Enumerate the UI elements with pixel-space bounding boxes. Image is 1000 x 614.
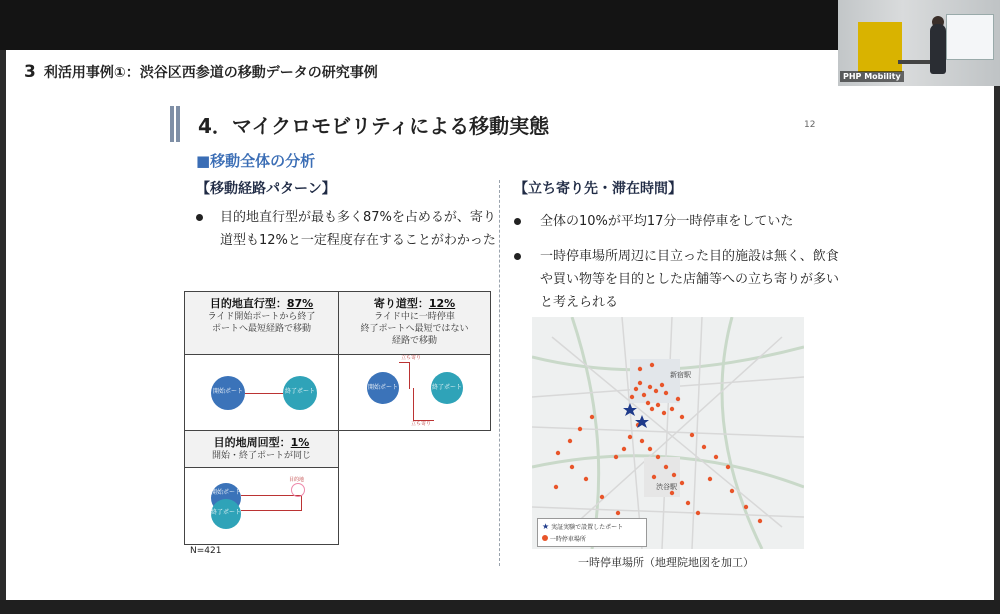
- stop-marker: [670, 407, 674, 411]
- stopover-bullet-2: [514, 245, 840, 314]
- end-port-circle: 終了ポート: [431, 372, 463, 404]
- direct-type-desc1: ライド開始ポートから終了: [207, 312, 316, 322]
- stop-marker: [646, 401, 650, 405]
- direct-type-header: [185, 292, 338, 355]
- stop-marker: [638, 381, 642, 385]
- bottom-bar: [0, 600, 1000, 614]
- stop-marker: [664, 465, 668, 469]
- detour-type-desc3: 経路で移動: [391, 336, 437, 346]
- stop-marker: [648, 385, 652, 389]
- stopover-bullet-1: [514, 210, 840, 233]
- stop-marker: [638, 367, 642, 371]
- stop-marker: [630, 395, 634, 399]
- map-caption: 一時停車場所（地理院地図を加工）: [578, 556, 754, 569]
- stop-marker: [590, 415, 594, 419]
- direct-type-pct: 87%: [286, 297, 314, 310]
- stop-marker: [568, 439, 572, 443]
- stop-marker: [660, 383, 664, 387]
- column-divider: [499, 180, 500, 566]
- stop-marker: [664, 391, 668, 395]
- section-title: 利活用事例①：渋谷区西参道の移動データの研究事例: [43, 65, 378, 81]
- detour-route-line: [399, 362, 410, 389]
- loop-type-box: [184, 430, 339, 545]
- stop-marker: [696, 511, 700, 515]
- subtitle: ■移動全体の分析: [196, 152, 316, 170]
- bullet-dot-icon: [514, 253, 521, 260]
- stop-marker: [672, 473, 676, 477]
- start-port-circle: 開始ポート: [211, 483, 241, 513]
- stop-marker: [744, 505, 748, 509]
- detour-type-desc1: ライド中に一時停車: [374, 312, 455, 322]
- stop-marker: [686, 501, 690, 505]
- shibuya-station-label: 渋谷駅: [656, 484, 677, 491]
- direct-route-line: [245, 393, 283, 394]
- stop-marker: [650, 363, 654, 367]
- direct-type-desc2: ポートへ最短経路で移動: [211, 324, 311, 334]
- stop-marker: [556, 451, 560, 455]
- speaker-figure: [930, 24, 946, 74]
- legend-stop-label: 一時停車場所: [549, 536, 586, 543]
- destination-marker-icon: [291, 483, 305, 497]
- detour-type-pct: 12%: [428, 297, 456, 310]
- map-svg: [532, 317, 804, 549]
- direct-type-title: 目的地直行型：: [209, 297, 287, 310]
- sample-size-label: N=421: [190, 546, 222, 556]
- stop-marker: [614, 455, 618, 459]
- loop-route-line: [241, 495, 302, 511]
- stop-marker: [642, 393, 646, 397]
- stop-marker: [714, 455, 718, 459]
- stop-marker: [654, 389, 658, 393]
- shinjuku-area: [630, 359, 680, 403]
- map-legend: [537, 518, 647, 547]
- stop-marker: [730, 489, 734, 493]
- bullet-dot-icon: [514, 218, 521, 225]
- stop-label-2: 立ち寄り: [411, 421, 432, 427]
- stop-label-1: 立ち寄り: [401, 355, 422, 361]
- presentation-slide: [6, 50, 994, 600]
- stop-marker: [554, 485, 558, 489]
- detour-type-box: [338, 291, 491, 431]
- end-port-circle: 終了ポート: [211, 499, 241, 529]
- shinjuku-station-label: 新宿駅: [670, 372, 691, 379]
- stop-marker: [648, 447, 652, 451]
- stop-marker: [622, 447, 626, 451]
- stop-marker: [702, 445, 706, 449]
- stop-marker: [628, 435, 632, 439]
- dot-legend-icon: [542, 535, 548, 541]
- stop-marker: [570, 465, 574, 469]
- stop-marker: [690, 433, 694, 437]
- detour-type-desc2: 終了ポートへ最短ではない: [360, 324, 469, 334]
- bullet-dot-icon: [196, 214, 203, 221]
- title-bars-icon: [170, 106, 180, 142]
- stop-marker: [634, 387, 638, 391]
- detour-type-title: 寄り道型：: [373, 297, 429, 310]
- stopover-text-2: 一時停車場所周辺に目立った目的施設は無く、飲食や買い物等を目的とした店舗等への立ち寄りが多いと考えられる: [540, 249, 840, 310]
- slide-header: [24, 62, 378, 82]
- end-port-circle: 終了ポート: [283, 376, 317, 410]
- stop-marker: [656, 455, 660, 459]
- star-legend-icon: ★: [542, 522, 550, 531]
- loop-type-pct: 1%: [290, 436, 310, 449]
- loop-type-desc1: 開始・終了ポートが同じ: [211, 451, 311, 461]
- legend-port-label: 実証実験で設置したポート: [551, 524, 624, 531]
- video-participant-name: PHP Mobility: [840, 71, 904, 82]
- stop-marker: [708, 477, 712, 481]
- projector-screen: [946, 14, 994, 60]
- stop-marker: [600, 495, 604, 499]
- start-port-circle: 開始ポート: [211, 376, 245, 410]
- stop-marker: [656, 403, 660, 407]
- page-title: 4．マイクロモビリティによる移動実態: [198, 114, 550, 138]
- stop-marker: [676, 397, 680, 401]
- detour-route-line: [413, 388, 434, 421]
- stopover-text-1: 全体の10%が平均17分一時停車をしていた: [540, 214, 794, 229]
- loop-type-title: 目的地周回型：: [213, 436, 291, 449]
- stop-marker: [670, 491, 674, 495]
- route-pattern-bullet: [196, 206, 500, 252]
- stop-marker: [758, 519, 762, 523]
- start-port-circle: 開始ポート: [367, 372, 399, 404]
- stop-marker: [640, 439, 644, 443]
- stop-marker: [584, 477, 588, 481]
- speaker-video-thumbnail[interactable]: [838, 0, 1000, 86]
- stop-marker: [726, 465, 730, 469]
- stop-marker: [680, 415, 684, 419]
- stop-marker: [578, 427, 582, 431]
- stopover-heading: 【立ち寄り先・滞在時間】: [514, 181, 682, 197]
- stop-marker: [680, 481, 684, 485]
- direct-type-box: [184, 291, 339, 431]
- section-number: 3: [24, 62, 36, 82]
- stop-marker: [662, 411, 666, 415]
- page-number: 12: [804, 120, 816, 130]
- route-pattern-text: 目的地直行型が最も多く87%を占めるが、寄り道型も12%と一定程度存在することがわかった: [220, 210, 496, 248]
- stop-marker: [616, 511, 620, 515]
- stop-marker: [652, 475, 656, 479]
- goal-label: 目的地: [289, 477, 305, 483]
- stop-location-map: [532, 317, 804, 549]
- route-pattern-heading: 【移動経路パターン】: [196, 181, 336, 197]
- detour-type-header: [339, 292, 490, 355]
- loop-type-header: [185, 431, 338, 468]
- stop-marker: [650, 407, 654, 411]
